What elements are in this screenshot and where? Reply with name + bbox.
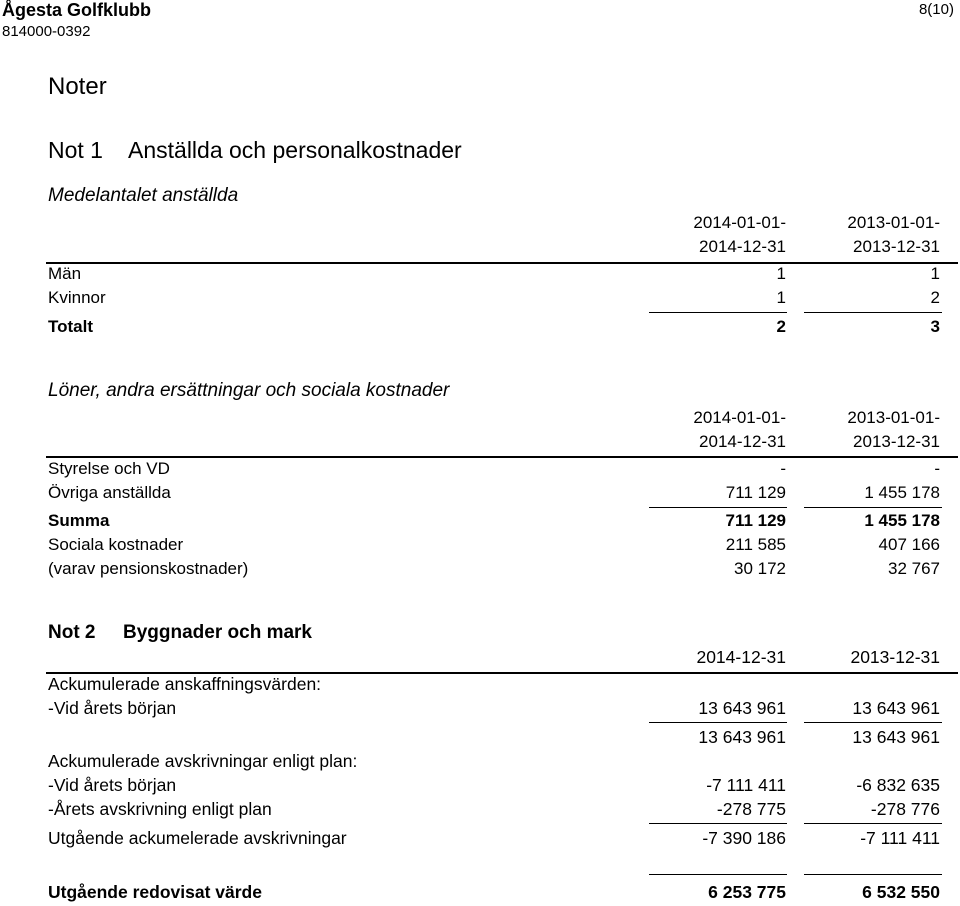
book-value-label: Utgående redovisat värde bbox=[48, 882, 262, 902]
note2-col2-header: 2013-12-31 bbox=[850, 647, 940, 667]
dep-start-2013: -6 832 635 bbox=[856, 775, 940, 795]
note2-col1-header: 2014-12-31 bbox=[696, 647, 786, 667]
subtotal-rule bbox=[804, 312, 942, 313]
subtotal-rule bbox=[649, 722, 787, 723]
salaries-col1-line2: 2014-12-31 bbox=[699, 432, 786, 451]
salaries-col2-line1: 2013-01-01- bbox=[847, 408, 940, 427]
dep-total-label: Utgående ackumelerade avskrivningar bbox=[48, 828, 347, 848]
dep-year-2014: -278 775 bbox=[716, 799, 786, 819]
sum-value-2013: 1 455 178 bbox=[864, 511, 940, 530]
note2-title: Byggnader och mark bbox=[123, 622, 312, 643]
social-value-2014: 211 585 bbox=[725, 535, 786, 554]
employees-heading: Medelantalet anställda bbox=[48, 185, 239, 206]
salaries-col1-line1: 2014-01-01- bbox=[693, 408, 786, 427]
sum-value-2014: 711 129 bbox=[725, 511, 786, 530]
row-value-2014: - bbox=[780, 459, 786, 478]
social-label: Sociala kostnader bbox=[48, 535, 184, 554]
row-value-2014: 711 129 bbox=[725, 483, 786, 502]
acq-total-2014: 13 643 961 bbox=[698, 727, 786, 747]
subtotal-rule bbox=[804, 722, 942, 723]
row-value-2014: 1 bbox=[776, 288, 786, 307]
note1-title: Anställda och personalkostnader bbox=[128, 137, 462, 163]
note2-number: Not 2 bbox=[48, 622, 96, 643]
row-value-2013: 1 bbox=[930, 264, 940, 283]
dep-total-2014: -7 390 186 bbox=[702, 828, 786, 848]
acq-start-2014: 13 643 961 bbox=[698, 698, 786, 718]
subtotal-rule bbox=[804, 874, 942, 875]
employees-col2-line1: 2013-01-01- bbox=[847, 213, 940, 232]
subtotal-rule bbox=[649, 507, 787, 508]
dep-year-label: -Årets avskrivning enligt plan bbox=[48, 799, 272, 819]
sum-label: Summa bbox=[48, 511, 110, 530]
dep-heading: Ackumulerade avskrivningar enligt plan: bbox=[48, 751, 358, 771]
salaries-header-rule bbox=[46, 456, 958, 458]
dep-start-label: -Vid årets början bbox=[48, 775, 177, 795]
org-number: 814000-0392 bbox=[2, 23, 91, 40]
subtotal-rule bbox=[649, 823, 787, 824]
acq-total-2013: 13 643 961 bbox=[852, 727, 940, 747]
subtotal-rule bbox=[804, 823, 942, 824]
total-value-2014: 2 bbox=[776, 317, 786, 336]
total-value-2013: 3 bbox=[930, 317, 940, 336]
acq-heading: Ackumulerade anskaffningsvärden: bbox=[48, 674, 322, 694]
total-label: Totalt bbox=[48, 317, 94, 336]
company-name: Ågesta Golfklubb bbox=[2, 0, 152, 20]
note1-number: Not 1 bbox=[48, 137, 103, 163]
salaries-heading: Löner, andra ersättningar och sociala kostnader bbox=[48, 380, 450, 401]
book-value-2013: 6 532 550 bbox=[862, 882, 940, 902]
book-value-2014: 6 253 775 bbox=[708, 882, 786, 902]
row-label: Styrelse och VD bbox=[48, 459, 170, 478]
page-title: Noter bbox=[48, 73, 107, 100]
subtotal-rule bbox=[804, 507, 942, 508]
social-value-2013: 407 166 bbox=[878, 535, 940, 554]
row-label: Män bbox=[48, 264, 82, 283]
pension-label: (varav pensionskostnader) bbox=[48, 559, 249, 578]
subtotal-rule bbox=[649, 874, 787, 875]
employees-col2-line2: 2013-12-31 bbox=[853, 237, 940, 256]
pension-value-2013: 32 767 bbox=[888, 559, 940, 578]
employees-col1-line1: 2014-01-01- bbox=[693, 213, 786, 232]
subtotal-rule bbox=[649, 312, 787, 313]
page-number: 8(10) bbox=[918, 1, 954, 18]
employees-header-rule bbox=[46, 262, 958, 264]
dep-year-2013: -278 776 bbox=[870, 799, 940, 819]
row-value-2013: - bbox=[934, 459, 940, 478]
acq-start-label: -Vid årets början bbox=[48, 698, 177, 718]
row-value-2014: 1 bbox=[776, 264, 786, 283]
dep-start-2014: -7 111 411 bbox=[706, 775, 786, 795]
row-value-2013: 1 455 178 bbox=[864, 483, 940, 502]
acq-start-2013: 13 643 961 bbox=[852, 698, 940, 718]
dep-total-2013: -7 111 411 bbox=[860, 828, 940, 848]
row-label: Kvinnor bbox=[48, 288, 106, 307]
row-label: Övriga anställda bbox=[48, 483, 171, 502]
row-value-2013: 2 bbox=[930, 288, 940, 307]
pension-value-2014: 30 172 bbox=[734, 559, 786, 578]
employees-col1-line2: 2014-12-31 bbox=[699, 237, 786, 256]
salaries-col2-line2: 2013-12-31 bbox=[853, 432, 940, 451]
